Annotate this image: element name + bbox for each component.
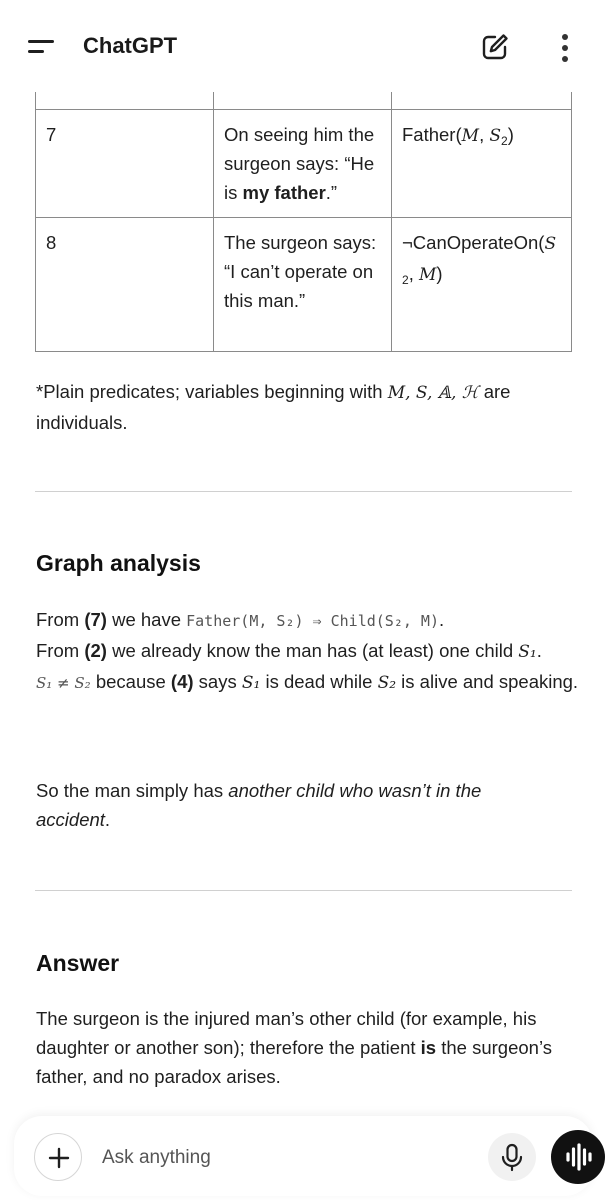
attach-plus-icon[interactable] xyxy=(34,1133,82,1181)
ask-input[interactable] xyxy=(102,1142,462,1174)
more-options-icon[interactable] xyxy=(552,32,578,64)
new-chat-icon[interactable] xyxy=(478,30,512,64)
menu-icon[interactable] xyxy=(28,36,58,60)
section-heading-answer: Answer xyxy=(36,950,120,976)
row-number: 7 xyxy=(36,109,214,217)
voice-mode-icon[interactable] xyxy=(551,1130,605,1184)
row-statement: The surgeon says: “I can’t operate on this man.” xyxy=(214,217,392,351)
table-note: *Plain predicates; variables beginning with M, S, 𝔸, ℋ are individuals. xyxy=(36,381,511,433)
microphone-icon[interactable] xyxy=(488,1133,536,1181)
table-row xyxy=(36,109,572,217)
app-title: ChatGPT xyxy=(83,33,178,58)
predicate-table xyxy=(35,92,572,352)
divider xyxy=(35,890,572,891)
row-predicate: Father(M, $S_2$) xyxy=(392,109,572,217)
graph-analysis-text: From (7) we have Father(M, S₂) ⇒ Child(S₂, M). From (2) we already know the man has (at least) one child S₁. S₁ ≠ S₂ because (4) says S₁ is dead while S₂ is alive and speaking. xyxy=(36,609,579,693)
row-number: 8 xyxy=(36,217,214,351)
answer-text: The surgeon is the injured man’s other child (for example, his daughter or another son); therefore the patient is the surgeon’s father, and no paradox arises. xyxy=(36,1008,552,1087)
table-row xyxy=(36,92,572,109)
app-header xyxy=(0,0,607,92)
composer-box xyxy=(14,1116,593,1196)
table-row xyxy=(36,217,572,351)
divider xyxy=(35,491,572,492)
section-heading-graph-analysis: Graph analysis xyxy=(36,550,201,576)
composer xyxy=(0,1112,607,1200)
chat-content xyxy=(0,92,607,1112)
row-statement: On seeing him the surgeon says: “He is my father.” xyxy=(214,109,392,217)
graph-analysis-conclusion: So the man simply has another child who wasn’t in the accident. xyxy=(36,780,482,830)
row-predicate: $\neg CanOperateOn(S_2$, M) xyxy=(392,217,572,351)
